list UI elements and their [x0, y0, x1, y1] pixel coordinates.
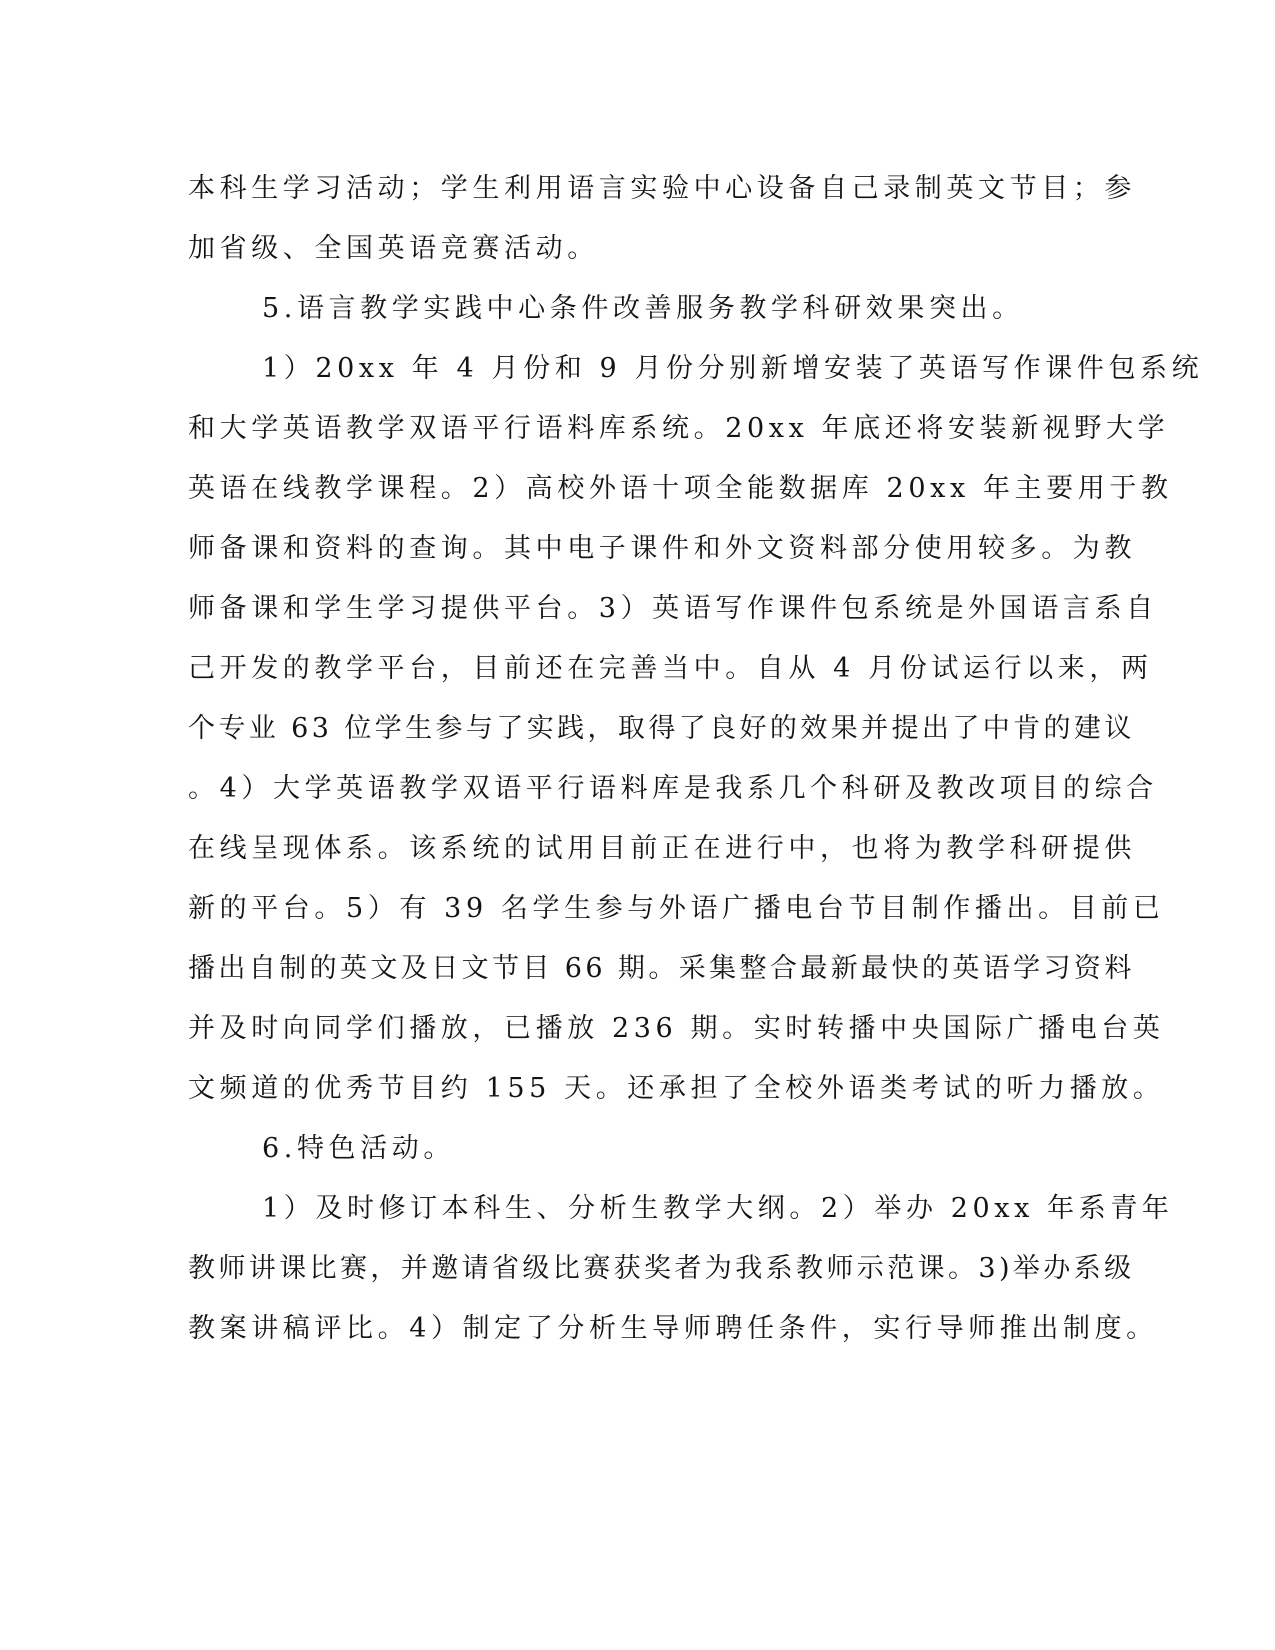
paragraph-line: 本科生学习活动；学生利用语言实验中心设备自己录制英文节目；参: [188, 173, 1136, 204]
paragraph-line: 己开发的教学平台，目前还在完善当中。自从 4 月份试运行以来，两: [188, 653, 1153, 684]
paragraph-line: 个专业 63 位学生参与了实践，取得了良好的效果并提出了中肯的建议: [188, 713, 1135, 744]
section-heading: 6.特色活动。: [262, 1133, 455, 1164]
paragraph-line: 新的平台。5）有 39 名学生参与外语广播电台节目制作播出。目前已: [188, 893, 1165, 924]
paragraph-line: 和大学英语教学双语平行语料库系统。20xx 年底还将安装新视野大学: [188, 413, 1170, 444]
paragraph-line: 教师讲课比赛，并邀请省级比赛获奖者为我系教师示范课。3)举办系级: [188, 1253, 1135, 1284]
paragraph-line: 1）20xx 年 4 月份和 9 月份分别新增安装了英语写作课件包系统: [262, 353, 1204, 384]
paragraph-line: 文频道的优秀节目约 155 天。还承担了全校外语类考试的听力播放。: [188, 1073, 1165, 1104]
paragraph-line: 在线呈现体系。该系统的试用目前正在进行中，也将为教学科研提供: [188, 833, 1136, 864]
paragraph-line: 师备课和学生学习提供平台。3）英语写作课件包系统是外国语言系自: [188, 593, 1158, 624]
paragraph-line: 。4）大学英语教学双语平行语料库是我系几个科研及教改项目的综合: [188, 773, 1158, 804]
paragraph-line: 播出自制的英文及日文节目 66 期。采集整合最新最快的英语学习资料: [188, 953, 1135, 984]
paragraph-line: 师备课和资料的查询。其中电子课件和外文资料部分使用较多。为教: [188, 533, 1136, 564]
paragraph-line: 教案讲稿评比。4）制定了分析生导师聘任条件，实行导师推出制度。: [188, 1313, 1158, 1344]
paragraph-line: 并及时向同学们播放，已播放 236 期。实时转播中央国际广播电台英: [188, 1013, 1165, 1044]
paragraph-line: 1）及时修订本科生、分析生教学大纲。2）举办 20xx 年系青年: [262, 1193, 1174, 1224]
paragraph-line: 加省级、全国英语竞赛活动。: [188, 233, 599, 264]
section-heading: 5.语言教学实践中心条件改善服务教学科研效果突出。: [262, 293, 1024, 324]
paragraph-line: 英语在线教学课程。2）高校外语十项全能数据库 20xx 年主要用于教: [188, 473, 1173, 504]
